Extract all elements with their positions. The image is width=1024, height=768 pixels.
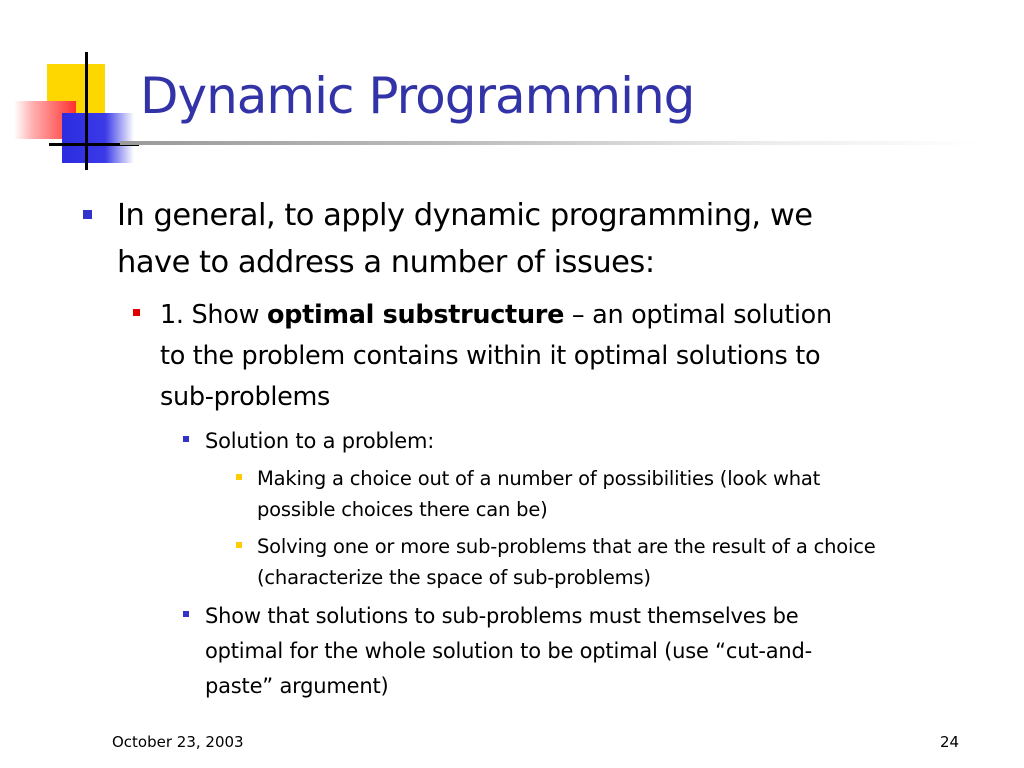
square-bullet-icon bbox=[83, 210, 92, 219]
bullet-text-line: possible choices there can be) bbox=[257, 498, 548, 521]
bullet-text-line: Show that solutions to sub-problems must themselves be bbox=[205, 604, 799, 628]
square-bullet-icon bbox=[133, 309, 140, 316]
slide-number: 24 bbox=[940, 733, 960, 751]
bullet-text-prefix: 1. Show bbox=[160, 300, 267, 330]
bullet-text-line: to the problem contains within it optimal solutions to bbox=[160, 341, 821, 371]
square-bullet-icon bbox=[236, 474, 242, 480]
bullet-text-line: (characterize the space of sub-problems) bbox=[257, 566, 651, 589]
bullet-text-line: paste” argument) bbox=[205, 674, 389, 698]
bold-term: optimal substructure bbox=[266, 300, 565, 330]
square-bullet-icon bbox=[236, 542, 242, 548]
square-bullet-icon bbox=[183, 611, 189, 617]
bullet-text-line: optimal for the whole solution to be optimal (use “cut-and- bbox=[205, 639, 813, 663]
bullet-text-line: sub-problems bbox=[160, 382, 331, 412]
square-bullet-icon bbox=[183, 436, 189, 442]
bullet-text-suffix: – an optimal solution bbox=[564, 300, 832, 330]
slide-title: Dynamic Programming bbox=[140, 67, 695, 125]
bullet-text-line: have to address a number of issues: bbox=[117, 245, 655, 280]
bullet-text-line: Solving one or more sub-problems that are the result of a choice bbox=[257, 535, 876, 558]
bullet-text-line: Making a choice out of a number of possibilities (look what bbox=[257, 467, 821, 490]
bullet-text-line: Solution to a problem: bbox=[205, 429, 435, 453]
bullet-text-line: In general, to apply dynamic programming, we bbox=[117, 198, 813, 233]
footer-date: October 23, 2003 bbox=[112, 733, 244, 751]
bullet-text-line bbox=[160, 295, 832, 335]
